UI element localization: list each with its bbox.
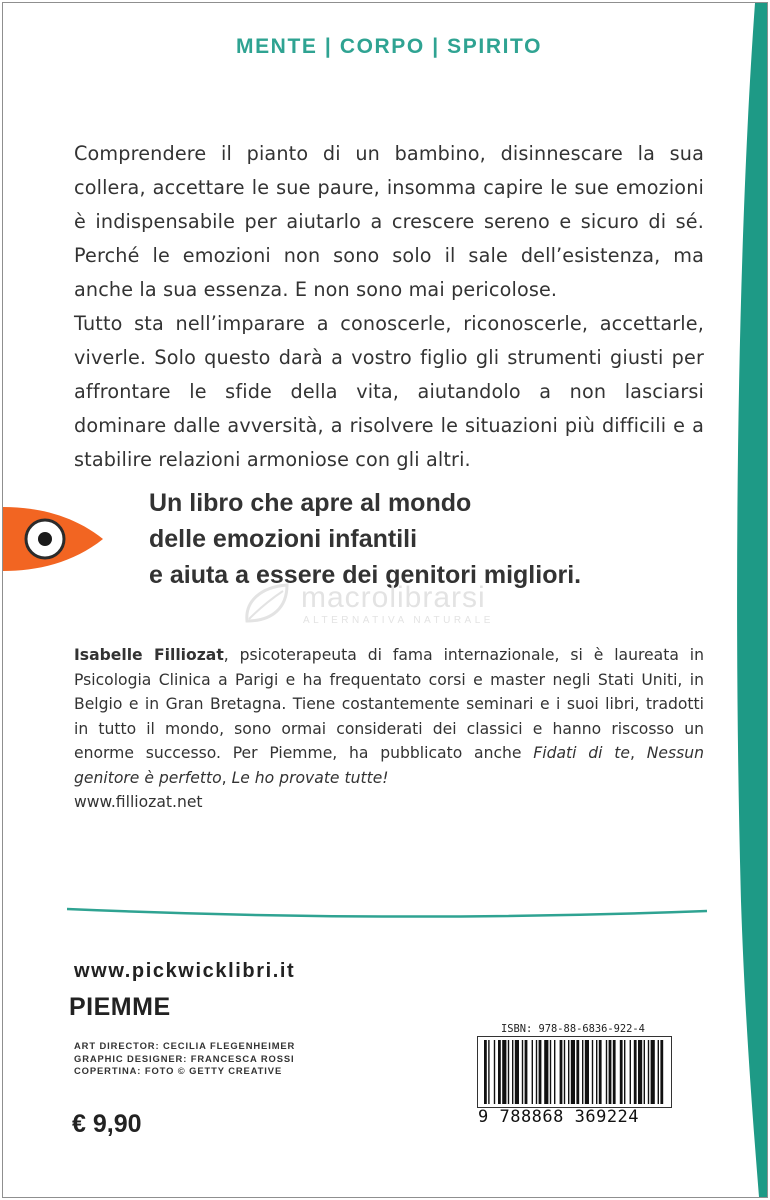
credits xyxy=(74,1040,295,1078)
barcode-bar xyxy=(568,1040,569,1104)
blurb-paragraph-2: Tutto sta nell’imparare a conoscerle, riconoscerle, accettarle, viverle. Solo questo darà a vostro figlio gli strumenti giusti per affrontare le sfide della vita, aiutandolo a non lasciarsi dominare dalle avversità, a risolvere le situazioni più difficili e a stabilire relazioni armoniose con gli altri. xyxy=(74,312,704,471)
isbn-label: ISBN: 978-88-6836-922-4 xyxy=(501,1023,645,1035)
barcode-bar xyxy=(560,1040,563,1104)
author-website: www.filliozat.net xyxy=(74,793,203,811)
barcode-bar xyxy=(599,1040,602,1104)
author-name: Isabelle Filliozat xyxy=(74,646,224,664)
credit-line: ART DIRECTOR: CECILIA FLEGENHEIMER xyxy=(74,1040,296,1051)
barcode-bar xyxy=(644,1040,645,1104)
blurb-paragraph-1: Comprendere il pianto di un bambino, disinnescare la sua collera, accettare le sue paure, insomma capire le sue emozioni è indispensabile per aiutarlo a crescere sereno e sicuro di sé. Perché le emozioni non sono solo il sale dell’esistenza, ma anche la sua essenza. E non sono mai pericolose. xyxy=(74,142,704,301)
barcode-bar xyxy=(532,1040,533,1104)
barcode-bar xyxy=(630,1040,631,1104)
barcode-bar xyxy=(536,1040,537,1104)
blurb-text xyxy=(74,137,704,477)
barcode xyxy=(477,1036,672,1108)
barcode-bar xyxy=(658,1040,659,1104)
barcode-bar xyxy=(651,1040,655,1104)
tagline-line-1: Un libro che apre al mondo xyxy=(149,489,472,517)
title-separator: , xyxy=(221,768,232,787)
barcode-bar xyxy=(515,1040,519,1104)
author-bio-text: , psicoterapeuta di fama internazionale, si è laureata in Psicologia Clinica a Parigi e ha frequentato corsi e master negli Stati Uniti, in Belgio e in Gran Bretagna. Tiene costantemente seminari e i suoi libri, tradotti in tutto il mondo, sono ormai considerati dei classici e hanno riscosso un enorme successo. Per Piemme, ha pubblicato anche xyxy=(74,646,704,762)
barcode-bar xyxy=(620,1040,623,1104)
book-title-2: Nessun genitore è perfetto xyxy=(74,744,704,787)
barcode-bar xyxy=(609,1040,612,1104)
barcode-bar xyxy=(494,1040,495,1104)
tagline-line-3: e aiuta a essere dei genitori migliori. xyxy=(149,561,582,589)
barcode-bar xyxy=(613,1040,616,1104)
barcode-bar xyxy=(624,1040,625,1104)
barcode-bar xyxy=(582,1040,583,1104)
barcode-bar xyxy=(596,1040,597,1104)
barcode-bar xyxy=(634,1040,637,1104)
barcode-bar xyxy=(484,1040,487,1104)
price: € 9,90 xyxy=(72,1110,142,1138)
teal-spine-stripe xyxy=(727,3,767,1197)
book-title-3: Le ho provate tutte! xyxy=(231,768,389,787)
barcode-bar xyxy=(606,1040,607,1104)
barcode-bars xyxy=(478,1037,671,1107)
series-label: MENTE | CORPO | SPIRITO xyxy=(235,35,543,58)
publisher-logo: PIEMME xyxy=(69,993,171,1021)
barcode-bar xyxy=(564,1040,565,1104)
barcode-bar xyxy=(554,1040,555,1104)
barcode-bar xyxy=(539,1040,542,1104)
barcode-bar xyxy=(512,1040,513,1104)
title-separator: , xyxy=(629,744,647,762)
barcode-bar xyxy=(592,1040,593,1104)
barcode-bar xyxy=(508,1040,509,1104)
barcode-bar xyxy=(638,1040,642,1104)
barcode-bar xyxy=(502,1040,506,1104)
barcode-bar xyxy=(522,1040,523,1104)
tagline xyxy=(149,485,669,593)
barcode-bar xyxy=(525,1040,528,1104)
barcode-bar xyxy=(576,1040,579,1104)
tagline-line-2: delle emozioni infantili xyxy=(149,525,418,553)
watermark-subtitle: ALTERNATIVA NATURALE xyxy=(303,615,494,626)
teal-divider-curve xyxy=(67,901,709,925)
book-title-1: Fidati di te xyxy=(533,744,630,762)
book-back-cover xyxy=(2,2,768,1198)
barcode-bar xyxy=(498,1040,501,1104)
ean-number: 9 788868 369224 xyxy=(478,1107,640,1127)
barcode-bar xyxy=(648,1040,649,1104)
credit-line: COPERTINA: FOTO © GETTY CREATIVE xyxy=(74,1065,283,1076)
barcode-bar xyxy=(571,1040,575,1104)
credit-line: GRAPHIC DESIGNER: FRANCESCA ROSSI xyxy=(74,1052,295,1064)
barcode-bar xyxy=(488,1040,489,1104)
author-bio xyxy=(74,643,704,815)
barcode-bar xyxy=(660,1040,663,1104)
barcode-bar xyxy=(544,1040,548,1104)
watermark-name: macrolibrarsi xyxy=(301,581,486,614)
publisher-website: www.pickwicklibri.it xyxy=(74,960,296,982)
barcode-bar xyxy=(550,1040,551,1104)
barcode-bar xyxy=(585,1040,589,1104)
orange-eye-icon xyxy=(3,503,107,575)
